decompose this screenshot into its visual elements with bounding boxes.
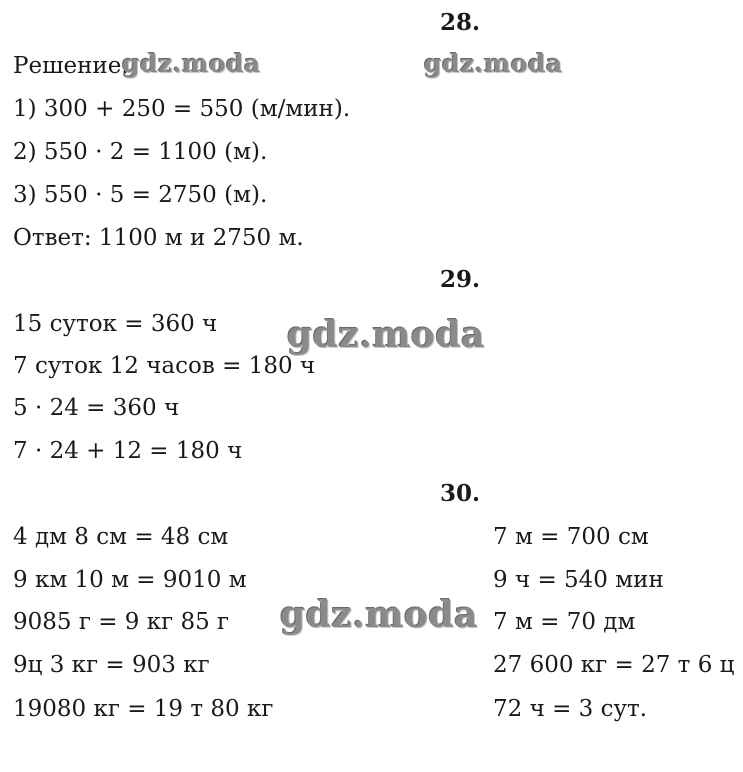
task-30-right-line: 7 м = 70 дм bbox=[493, 609, 636, 635]
task-28-line: 1) 300 + 250 = 550 (м/мин). bbox=[13, 96, 351, 122]
task-30-number: 30. bbox=[440, 480, 481, 507]
task-28-line: 3) 550 · 5 = 2750 (м). bbox=[13, 182, 268, 208]
task-28-answer: Ответ: 1100 м и 2750 м. bbox=[13, 225, 304, 251]
task-30-left-line: 19080 кг = 19 т 80 кг bbox=[13, 696, 274, 722]
task-29-number: 29. bbox=[440, 266, 481, 293]
task-29-line: 15 суток = 360 ч bbox=[13, 311, 218, 337]
task-29-line: 7 суток 12 часов = 180 ч bbox=[13, 353, 316, 379]
task-30-left-line: 9ц 3 кг = 903 кг bbox=[13, 652, 210, 678]
task-28-heading: Решение. bbox=[13, 53, 129, 79]
task-30-right-line: 72 ч = 3 сут. bbox=[493, 696, 648, 722]
watermark: gdz.moda bbox=[424, 49, 563, 78]
task-30-left-line: 4 дм 8 см = 48 см bbox=[13, 524, 229, 550]
task-30-left-line: 9085 г = 9 кг 85 г bbox=[13, 609, 230, 635]
task-29-line: 5 · 24 = 360 ч bbox=[13, 395, 180, 421]
watermark: gdz.moda bbox=[287, 314, 485, 356]
task-30-right-line: 9 ч = 540 мин bbox=[493, 567, 664, 593]
task-30-right-line: 7 м = 700 см bbox=[493, 524, 649, 550]
task-30-left-line: 9 км 10 м = 9010 м bbox=[13, 567, 247, 593]
task-30-right-line: 27 600 кг = 27 т 6 ц bbox=[493, 652, 735, 678]
watermark: gdz.moda bbox=[280, 594, 478, 636]
task-28-line: 2) 550 · 2 = 1100 (м). bbox=[13, 139, 268, 165]
task-29-line: 7 · 24 + 12 = 180 ч bbox=[13, 438, 243, 464]
watermark: gdz.moda bbox=[122, 49, 261, 78]
task-28-number: 28. bbox=[440, 9, 481, 36]
